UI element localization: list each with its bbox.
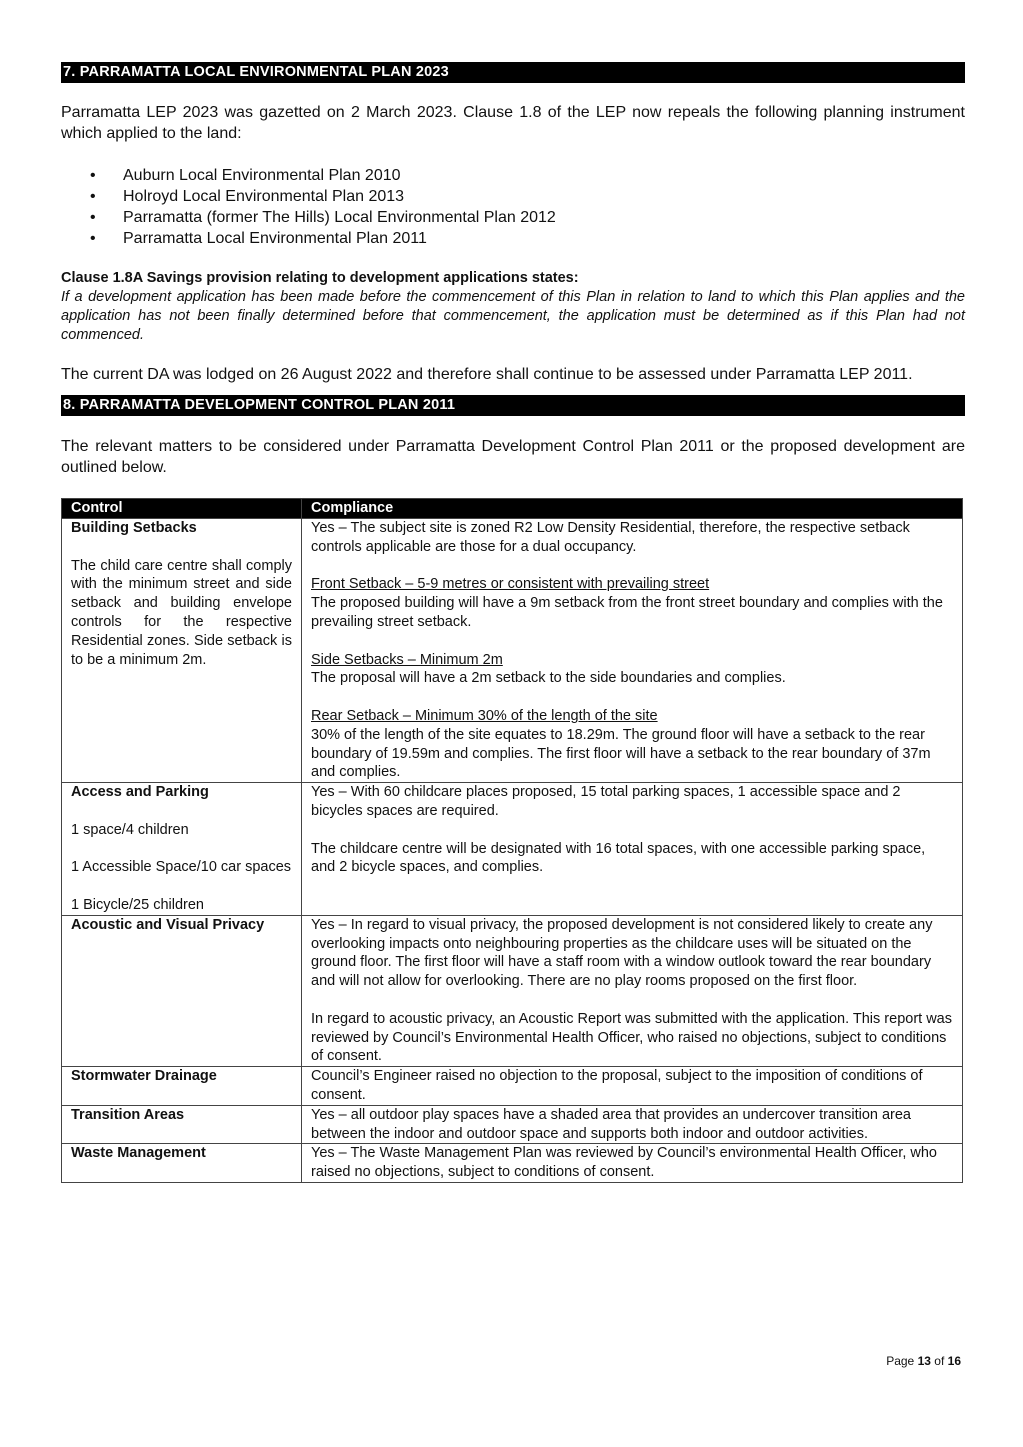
table-header-row — [62, 499, 963, 519]
compliance-text: Council’s Engineer raised no objection to the proposal, subject to the imposition of conditions of consent. — [311, 1068, 923, 1103]
compliance-text: The childcare centre will be designated with 16 total spaces, with one accessible parking space, and 2 bicycle spaces, and complies. — [311, 840, 926, 876]
clause-title: Clause 1.8A Savings provision relating to development applications states: — [61, 270, 579, 286]
section-8-intro: The relevant matters to be considered under Parramatta Development Control Plan 2011 or the proposed development are outlined below. — [61, 438, 965, 476]
list-item: • Auburn Local Environmental Plan 2010 — [61, 165, 965, 186]
control-title: Transition Areas — [71, 1106, 185, 1123]
control-cell — [62, 783, 302, 916]
compliance-summary: Yes – The subject site is zoned R2 Low Density Residential, therefore, the respective setback controls applicable are those for a dual occupancy. — [311, 520, 910, 555]
control-rule: 1 space/4 children — [71, 821, 189, 838]
side-setback-text: The proposal will have a 2m setback to the side boundaries and complies. — [311, 670, 786, 687]
control-cell — [62, 1105, 302, 1144]
compliance-cell — [302, 1144, 963, 1183]
section-7-heading: 7. PARRAMATTA LOCAL ENVIRONMENTAL PLAN 2023 — [61, 62, 965, 83]
section-7-intro: Parramatta LEP 2023 was gazetted on 2 March 2023. Clause 1.8 of the LEP now repeals the following planning instrument which applied to the land: — [61, 104, 965, 142]
table-row — [62, 1105, 963, 1144]
control-text: The child care centre shall comply with the minimum street and side setback and building envelope controls for the respective Residential zones. Side setback is to be a minimum 2m. — [71, 557, 292, 668]
table-row — [62, 519, 963, 783]
document-page — [61, 62, 965, 1183]
page-number — [886, 1354, 961, 1368]
table-row — [62, 783, 963, 916]
compliance-column-header: Compliance — [302, 499, 963, 519]
compliance-text: In regard to acoustic privacy, an Acoustic Report was submitted with the application. This report was reviewed by Council’s Environmental Health Officer, who raised no objections, subject to conditions of consent. — [311, 1010, 952, 1065]
compliance-table — [61, 498, 963, 1183]
control-title: Stormwater Drainage — [71, 1068, 217, 1085]
of-label: of — [934, 1354, 945, 1368]
list-item: • Holroyd Local Environmental Plan 2013 — [61, 186, 965, 207]
section-8-heading: 8. PARRAMATTA DEVELOPMENT CONTROL PLAN 2011 — [61, 395, 965, 416]
rear-setback-heading: Rear Setback – Minimum 30% of the length of the site — [311, 707, 658, 724]
page-label: Page — [886, 1354, 915, 1368]
section-7-conclusion: The current DA was lodged on 26 August 2022 and therefore shall continue to be assessed under Parramatta LEP 2011. — [61, 366, 913, 383]
table-row — [62, 1067, 963, 1106]
page-total: 16 — [947, 1354, 961, 1368]
table-row — [62, 1144, 963, 1183]
compliance-cell — [302, 1105, 963, 1144]
compliance-text: Yes – With 60 childcare places proposed, 15 total parking spaces, 1 accessible space and 2 bicycles spaces are required. — [311, 784, 901, 819]
control-cell — [62, 915, 302, 1066]
front-setback-text: The proposed building will have a 9m setback from the front street boundary and complies with the prevailing street setback. — [311, 595, 943, 630]
compliance-cell — [302, 783, 963, 916]
control-column-header: Control — [62, 499, 302, 519]
compliance-cell — [302, 915, 963, 1066]
control-cell — [62, 1067, 302, 1106]
side-setback-heading: Side Setbacks – Minimum 2m — [311, 651, 503, 668]
list-item: • Parramatta Local Environmental Plan 2011 — [61, 228, 965, 249]
control-title: Acoustic and Visual Privacy — [71, 916, 265, 933]
compliance-cell — [302, 1067, 963, 1106]
clause-text: If a development application has been made before the commencement of this Plan in relation to land to which this Plan applies and the application has not been finally determined before that commencement, the application must be determined as if this Plan had not commenced. — [61, 289, 965, 343]
control-title: Building Setbacks — [71, 520, 197, 536]
table-row — [62, 915, 963, 1066]
repealed-instruments-list — [61, 165, 965, 249]
control-title: Waste Management — [71, 1145, 206, 1162]
control-rule: 1 Accessible Space/10 car spaces — [71, 859, 292, 876]
control-rule: 1 Bicycle/25 children — [71, 896, 204, 913]
control-title: Access and Parking — [71, 784, 209, 801]
compliance-text: Yes – In regard to visual privacy, the proposed development is not considered likely to create any overlooking impacts onto neighbouring properties as the childcare uses will be situated on the ground floor. The first floor will have a staff room with a window outlook toward the rear boundary and will not allow for overlooking. There are no play rooms proposed on the first floor. — [311, 916, 933, 990]
page-current: 13 — [917, 1354, 931, 1368]
front-setback-heading: Front Setback – 5-9 metres or consistent with prevailing street — [311, 576, 710, 593]
control-cell — [62, 1144, 302, 1183]
compliance-text: Yes – The Waste Management Plan was reviewed by Council’s environmental Health Officer, who raised no objections, subject to conditions of consent. — [311, 1145, 937, 1181]
control-cell — [62, 519, 302, 783]
list-item: • Parramatta (former The Hills) Local Environmental Plan 2012 — [61, 207, 965, 228]
compliance-cell — [302, 519, 963, 783]
compliance-text: Yes – all outdoor play spaces have a shaded area that provides an undercover transition area between the indoor and outdoor space and supports both indoor and outdoor activities. — [311, 1106, 911, 1142]
rear-setback-text: 30% of the length of the site equates to 18.29m. The ground floor will have a setback to the rear boundary of 19.59m and complies. The first floor will have a setback to the rear boundary of 37m and complies. — [311, 726, 931, 781]
